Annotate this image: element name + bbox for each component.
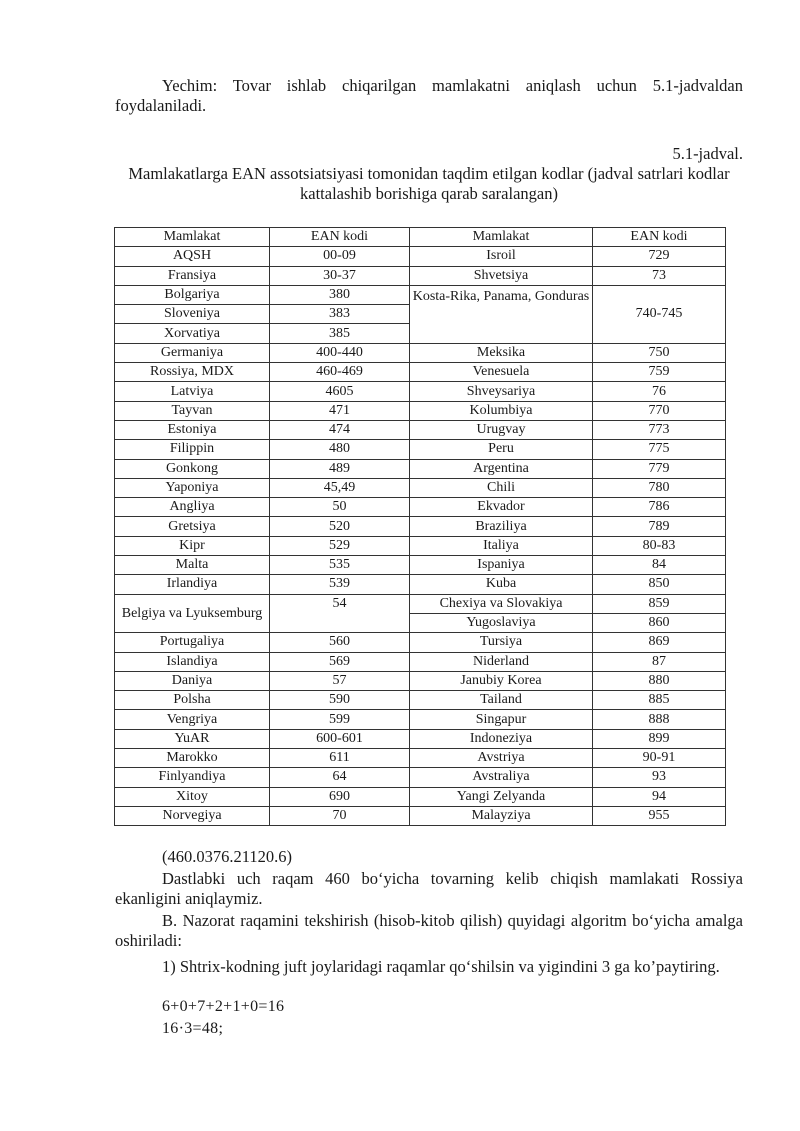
code-cell: 955 <box>593 806 726 825</box>
code-cell: 76 <box>593 382 726 401</box>
country-cell: Chexiya va Slovakiya <box>410 594 593 613</box>
code-cell: 850 <box>593 575 726 594</box>
code-cell: 535 <box>270 556 410 575</box>
table-row <box>115 710 726 729</box>
country-cell: Avstraliya <box>410 768 593 787</box>
country-cell: Malta <box>115 556 270 575</box>
ean-codes-table <box>114 227 726 826</box>
table-row <box>115 517 726 536</box>
table-row <box>115 498 726 517</box>
country-cell: AQSH <box>115 247 270 266</box>
code-cell: 480 <box>270 440 410 459</box>
code-cell: 54 <box>270 594 410 633</box>
table-row <box>115 652 726 671</box>
country-cell: Chili <box>410 478 593 497</box>
country-cell: Avstriya <box>410 749 593 768</box>
table-row <box>115 594 726 613</box>
table-row <box>115 749 726 768</box>
table-row <box>115 536 726 555</box>
table-row <box>115 363 726 382</box>
country-cell: Tayvan <box>115 401 270 420</box>
country-cell: Kolumbiya <box>410 401 593 420</box>
code-cell: 94 <box>593 787 726 806</box>
country-cell: Peru <box>410 440 593 459</box>
code-cell: 590 <box>270 691 410 710</box>
code-cell: 64 <box>270 768 410 787</box>
table-row <box>115 440 726 459</box>
country-cell: Urugvay <box>410 420 593 439</box>
table-row <box>115 671 726 690</box>
code-cell: 489 <box>270 459 410 478</box>
country-cell: Isroil <box>410 247 593 266</box>
code-cell: 869 <box>593 633 726 652</box>
country-cell: Venesuela <box>410 363 593 382</box>
code-cell: 859 <box>593 594 726 613</box>
code-cell: 786 <box>593 498 726 517</box>
code-cell: 770 <box>593 401 726 420</box>
country-cell: Yangi Zelyanda <box>410 787 593 806</box>
paragraph-step-1: 1) Shtrix-kodning juft joylaridagi raqamlar qo‘shilsin va yigindini 3 ga ko’paytiring. <box>162 957 720 976</box>
country-cell: Gonkong <box>115 459 270 478</box>
country-cell: Irlandiya <box>115 575 270 594</box>
table-row <box>115 633 726 652</box>
paragraph-check-digit: B. Nazorat raqamini tekshirish (hisob-kitob qilish) quyidagi algoritm bo‘yicha amalga oshiriladi: <box>115 911 743 950</box>
intro-paragraph: Yechim: Tovar ishlab chiqarilgan mamlakatni aniqlash uchun 5.1-jadvaldan foydalaniladi. <box>115 76 743 115</box>
equation-sum: 6+0+7+2+1+0=16 <box>162 998 285 1015</box>
code-cell: 73 <box>593 266 726 285</box>
code-cell: 888 <box>593 710 726 729</box>
country-cell: Estoniya <box>115 420 270 439</box>
code-cell: 779 <box>593 459 726 478</box>
code-cell: 789 <box>593 517 726 536</box>
country-cell: Rossiya, MDX <box>115 363 270 382</box>
header-country-right: Mamlakat <box>410 228 593 247</box>
code-cell: 539 <box>270 575 410 594</box>
table-row <box>115 575 726 594</box>
code-cell: 880 <box>593 671 726 690</box>
country-cell: Ekvador <box>410 498 593 517</box>
code-cell: 529 <box>270 536 410 555</box>
table-caption: Mamlakatlarga EAN assotsiatsiyasi tomonidan taqdim etilgan kodlar (jadval satrlari kodlar kattalashib borishiga qarab saralangan) <box>128 164 730 203</box>
country-cell: Gretsiya <box>115 517 270 536</box>
code-cell: 520 <box>270 517 410 536</box>
code-cell: 775 <box>593 440 726 459</box>
country-cell: Argentina <box>410 459 593 478</box>
country-cell: Janubiy Korea <box>410 671 593 690</box>
country-cell: Kosta-Rika, Panama, Gonduras <box>410 285 593 343</box>
code-cell: 4605 <box>270 382 410 401</box>
table-row <box>115 729 726 748</box>
code-cell: 50 <box>270 498 410 517</box>
code-cell: 885 <box>593 691 726 710</box>
country-cell: Vengriya <box>115 710 270 729</box>
code-cell: 780 <box>593 478 726 497</box>
code-cell: 569 <box>270 652 410 671</box>
code-cell: 45,49 <box>270 478 410 497</box>
country-cell: Kuba <box>410 575 593 594</box>
country-cell: Shvetsiya <box>410 266 593 285</box>
code-cell: 560 <box>270 633 410 652</box>
country-cell: Belgiya va Lyuksemburg <box>115 594 270 633</box>
country-cell: Norvegiya <box>115 806 270 825</box>
country-cell: Italiya <box>410 536 593 555</box>
code-cell: 611 <box>270 749 410 768</box>
equation-product: 16·3=48; <box>162 1020 224 1037</box>
country-cell: Yugoslaviya <box>410 613 593 632</box>
table-header-row <box>115 228 726 247</box>
code-cell: 400-440 <box>270 343 410 362</box>
code-cell: 380 <box>270 285 410 304</box>
country-cell: YuAR <box>115 729 270 748</box>
table-row <box>115 787 726 806</box>
country-cell: Marokko <box>115 749 270 768</box>
country-cell: Portugaliya <box>115 633 270 652</box>
header-code-right: EAN kodi <box>593 228 726 247</box>
table-row <box>115 247 726 266</box>
code-cell: 383 <box>270 305 410 324</box>
country-cell: Polsha <box>115 691 270 710</box>
table-row <box>115 285 726 304</box>
code-cell: 70 <box>270 806 410 825</box>
code-cell: 30-37 <box>270 266 410 285</box>
country-cell: Niderland <box>410 652 593 671</box>
country-cell: Islandiya <box>115 652 270 671</box>
country-cell: Singapur <box>410 710 593 729</box>
table-label: 5.1-jadval. <box>672 144 743 163</box>
code-cell: 385 <box>270 324 410 343</box>
code-cell: 471 <box>270 401 410 420</box>
header-code-left: EAN kodi <box>270 228 410 247</box>
code-cell: 460-469 <box>270 363 410 382</box>
code-cell: 690 <box>270 787 410 806</box>
code-cell: 899 <box>593 729 726 748</box>
code-cell: 600-601 <box>270 729 410 748</box>
country-cell: Xorvatiya <box>115 324 270 343</box>
country-cell: Shveysariya <box>410 382 593 401</box>
country-cell: Finlyandiya <box>115 768 270 787</box>
country-cell: Tailand <box>410 691 593 710</box>
table-row <box>115 459 726 478</box>
country-cell: Yaponiya <box>115 478 270 497</box>
code-cell: 740-745 <box>593 285 726 343</box>
table-row <box>115 556 726 575</box>
country-cell: Angliya <box>115 498 270 517</box>
table-row <box>115 806 726 825</box>
code-cell: 773 <box>593 420 726 439</box>
country-cell: Meksika <box>410 343 593 362</box>
code-cell: 80-83 <box>593 536 726 555</box>
country-cell: Ispaniya <box>410 556 593 575</box>
country-cell: Indoneziya <box>410 729 593 748</box>
header-country-left: Mamlakat <box>115 228 270 247</box>
table-row <box>115 478 726 497</box>
code-cell: 87 <box>593 652 726 671</box>
code-cell: 90-91 <box>593 749 726 768</box>
table-row <box>115 266 726 285</box>
country-cell: Braziliya <box>410 517 593 536</box>
code-cell: 759 <box>593 363 726 382</box>
table-row <box>115 401 726 420</box>
table-row <box>115 691 726 710</box>
table-row <box>115 382 726 401</box>
table-row <box>115 343 726 362</box>
code-cell: 93 <box>593 768 726 787</box>
country-cell: Sloveniya <box>115 305 270 324</box>
code-cell: 84 <box>593 556 726 575</box>
country-cell: Malayziya <box>410 806 593 825</box>
code-cell: 00-09 <box>270 247 410 266</box>
code-cell: 599 <box>270 710 410 729</box>
code-cell: 474 <box>270 420 410 439</box>
barcode-number: (460.0376.21120.6) <box>162 847 293 866</box>
country-cell: Germaniya <box>115 343 270 362</box>
paragraph-origin: Dastlabki uch raqam 460 bo‘yicha tovarning kelib chiqish mamlakati Rossiya ekanligini aniqlaymiz. <box>115 869 743 908</box>
country-cell: Filippin <box>115 440 270 459</box>
table-row <box>115 420 726 439</box>
code-cell: 57 <box>270 671 410 690</box>
country-cell: Daniya <box>115 671 270 690</box>
code-cell: 729 <box>593 247 726 266</box>
country-cell: Bolgariya <box>115 285 270 304</box>
code-cell: 860 <box>593 613 726 632</box>
table-row <box>115 768 726 787</box>
country-cell: Xitoy <box>115 787 270 806</box>
code-cell: 750 <box>593 343 726 362</box>
country-cell: Tursiya <box>410 633 593 652</box>
country-cell: Fransiya <box>115 266 270 285</box>
country-cell: Latviya <box>115 382 270 401</box>
country-cell: Kipr <box>115 536 270 555</box>
